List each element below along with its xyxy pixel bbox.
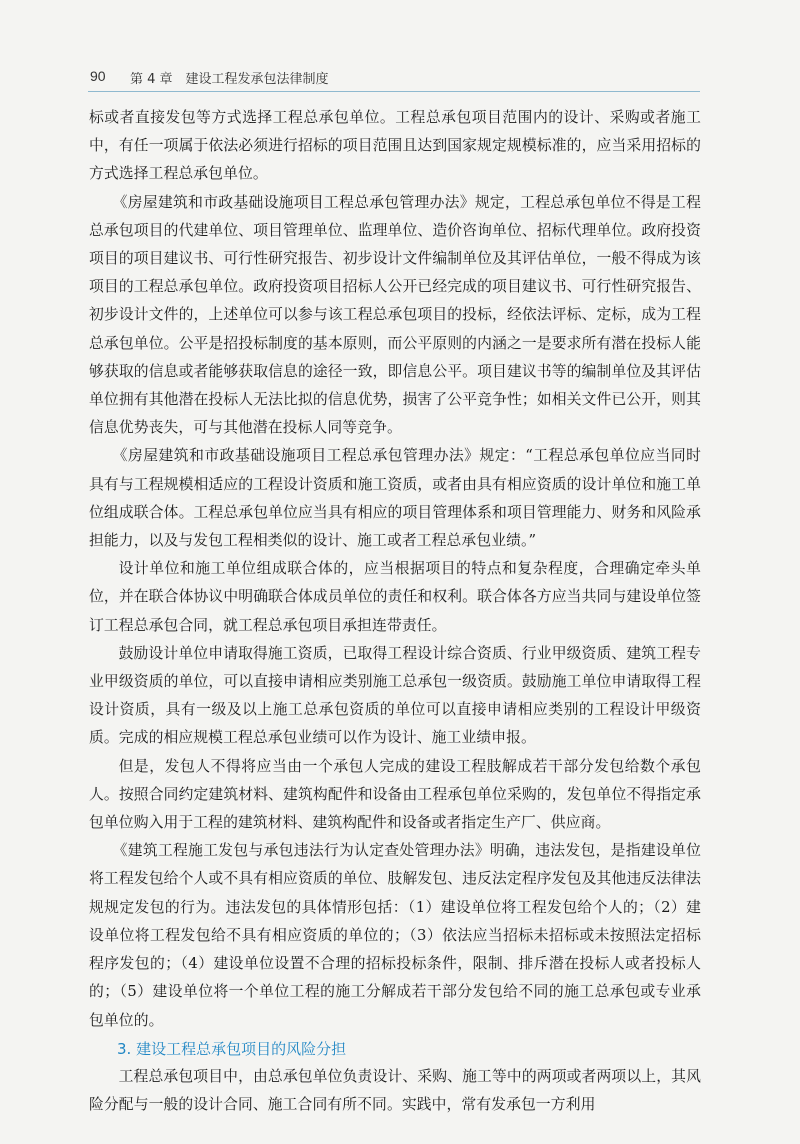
paragraph: 《房屋建筑和市政基础设施项目工程总承包管理办法》规定：“工程总承包单位应当同时具有与工程规模相适应的工程设计资质和施工资质，或者由具有相应资质的设计单位和施工单位组成联合体。工程总承包单位应当具有相应的项目管理体系和项目管理能力、财务和风险承担能力，以及与发包工程相类似的设计、施工或者工程总承包业绩。” [89, 447, 701, 550]
paragraph-continued: 标或者直接发包等方式选择工程总承包单位。工程总承包项目范围内的设计、采购或者施工中，有任一项属于依法必须进行招标的项目范围且达到国家规定规模标准的，应当采用招标的方式选择工程总承包单位。 [89, 109, 701, 183]
chapter-title: 第 4 章 建设工程发承包法律制度 [130, 72, 329, 87]
paragraph: 鼓励设计单位申请取得施工资质，已取得工程设计综合资质、行业甲级资质、建筑工程专业甲级资质的单位，可以直接申请相应类别施工总承包一级资质。鼓励施工单位申请取得工程设计资质，具有一级及以上施工总承包资质的单位可以直接申请相应类别的工程设计甲级资质。完成的相应规模工程总承包业绩可以作为设计、施工业绩申报。 [89, 644, 701, 747]
paragraph: 设计单位和施工单位组成联合体的，应当根据项目的特点和复杂程度，合理确定牵头单位，并在联合体协议中明确联合体成员单位的责任和权利。联合体各方应当共同与建设单位签订工程总承包合同，就工程总承包项目承担连带责任。 [89, 560, 701, 634]
page-body [89, 104, 701, 1119]
header-divider [88, 91, 700, 92]
page-number: 90 [90, 68, 106, 84]
paragraph: 但是，发包人不得将应当由一个承包人完成的建设工程肢解成若干部分发包给数个承包人。按照合同约定建筑材料、建筑构配件和设备由工程承包单位采购的，发包单位不得指定承包单位购入用于工程的建筑材料、建筑构配件和设备或者指定生产厂、供应商。 [89, 757, 701, 832]
paragraph: 《建筑工程施工发包与承包违法行为认定查处管理办法》明确，违法发包，是指建设单位将工程发包给个人或不具有相应资质的单位、肢解发包、违反法定程序发包及其他违反法律法规规定发包的行为。违法发包的具体情形包括：（1）建设单位将工程发包给个人的；（2）建设单位将工程发包给不具有相应资质的单位的；（3）依法应当招标未招标或未按照法定招标程序发包的；（4）建设单位设置不合理的招标投标条件，限制、排斥潜在投标人或者投标人的；（5）建设单位将一个单位工程的施工分解成若干部分发包给不同的施工总承包或专业承包单位的。 [89, 842, 701, 1029]
paragraph: 《房屋建筑和市政基础设施项目工程总承包管理办法》规定，工程总承包单位不得是工程总承包项目的代建单位、项目管理单位、监理单位、造价咨询单位、招标代理单位。政府投资项目的项目建议书、可行性研究报告、初步设计文件编制单位及其评估单位，一般不得成为该项目的工程总承包单位。政府投资项目招标人公开已经完成的项目建议书、可行性研究报告、初步设计文件的，上述单位可以参与该工程总承包项目的投标，经依法评标、定标，成为工程总承包单位。公平是招投标制度的基本原则，而公平原则的内涵之一是要求所有潜在投标人能够获取的信息或者能够获取信息的途径一致，即信息公平。项目建议书等的编制单位及其评估单位拥有其他潜在投标人无法比拟的信息优势，损害了公平竞争性；如相关文件已公开，则其信息优势丧失，可与其他潜在投标人同等竞争。 [89, 193, 701, 437]
paragraph: 工程总承包项目中，由总承包单位负责设计、采购、施工等中的两项或者两项以上，其风险分配与一般的设计合同、施工合同有所不同。实践中，常有发承包一方利用 [89, 1067, 701, 1114]
page-header [0, 68, 800, 96]
section-heading: 3. 建设工程总承包项目的风险分担 [117, 1039, 347, 1058]
